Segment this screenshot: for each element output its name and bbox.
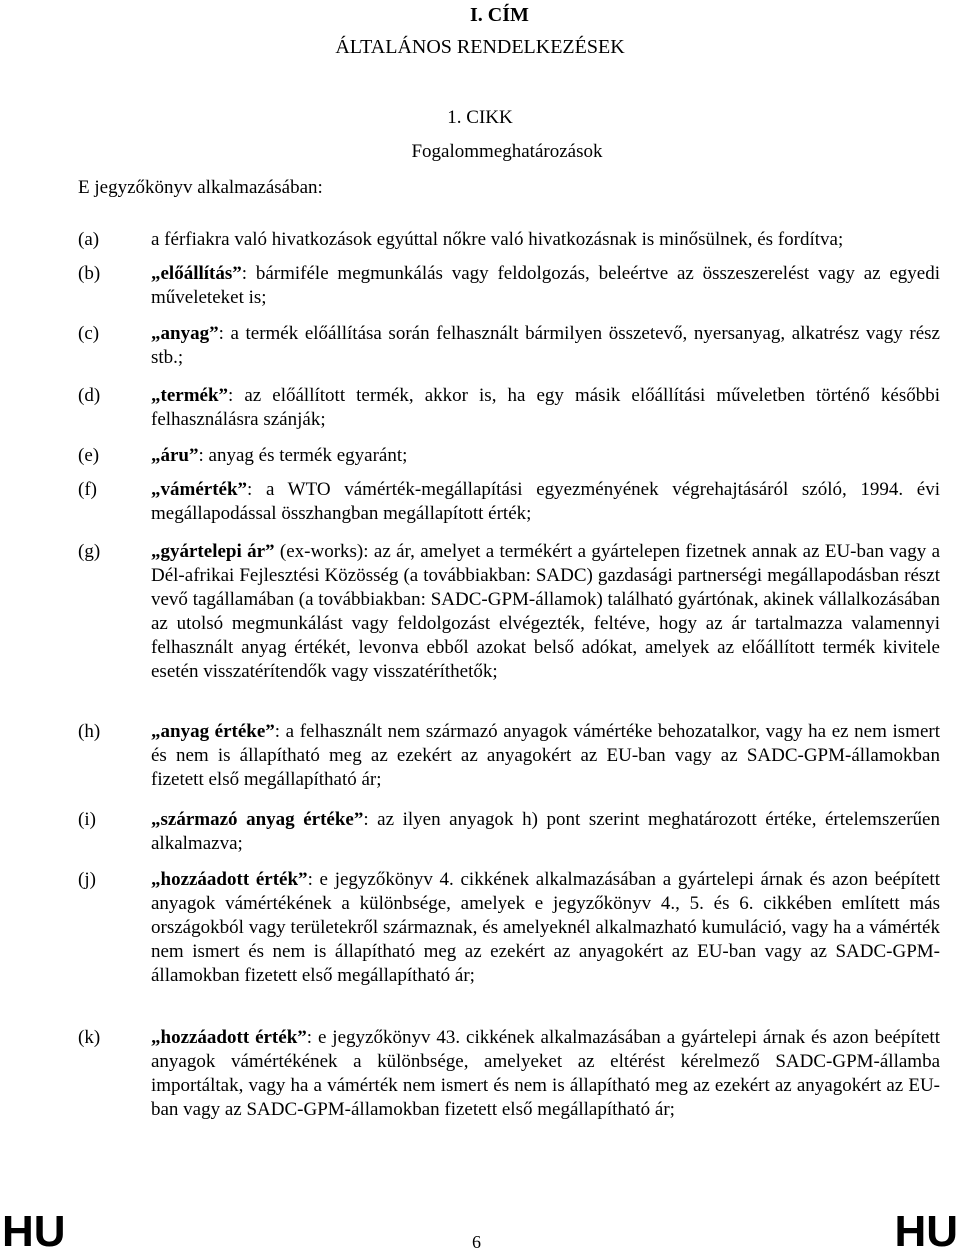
item-label: (d): [78, 385, 101, 406]
item-label: (b): [78, 263, 101, 284]
item-text: „anyag értéke”: a felhasznált nem származó anyagok vámértéke behozatalkor, vagy ha ez nem ismert és nem is állapítható meg az ezekért az anyagokért az EU-ban vagy az SADC-GPM-államokban fizetett első megállapítható ár;: [151, 721, 940, 790]
item-text: „vámérték”: a WTO vámérték-megállapítási egyezményének végrehajtásáról szóló, 1994. évi megállapodással összhangban megállapított érték;: [151, 479, 940, 524]
item-term: „előállítás”: [151, 263, 242, 284]
item-text: „előállítás”: bármiféle megmunkálás vagy feldolgozás, beleértve az összeszerelést vagy az egyedi műveleteket is;: [151, 263, 940, 308]
title-subheading: ÁLTALÁNOS RENDELKEZÉSEK: [335, 36, 625, 58]
item-label: (a): [78, 229, 100, 250]
article-number: 1. CIKK: [447, 107, 513, 128]
item-term: „anyag”: [151, 323, 219, 344]
item-text: „származó anyag értéke”: az ilyen anyagok h) pont szerint meghatározott értéke, értelemszerűen alkalmazva;: [151, 809, 940, 854]
item-text: „anyag”: a termék előállítása során felhasznált bármilyen összetevő, nyersanyag, alkatrész vagy rész stb.;: [151, 323, 940, 368]
page-number: 6: [472, 1232, 481, 1252]
item-term: „gyártelepi ár”: [151, 541, 275, 562]
title-heading: I. CÍM: [470, 4, 529, 26]
item-text: „áru”: anyag és termék egyaránt;: [151, 445, 408, 466]
item-label: (i): [78, 809, 96, 830]
item-text: a férfiakra való hivatkozások egyúttal nőkre való hivatkozásnak is minősülnek, és fordítva;: [151, 229, 844, 250]
item-text: „hozzáadott érték”: e jegyzőkönyv 43. cikkének alkalmazásában a gyártelepi árnak és azon beépített anyagok vámértékének a különbsége, amelyeket az eltérést kérelmező SADC-GPM-államba importáltak, vagy ha a vámérték nem ismert és nem is állapítható meg az ezekért az anyagokért az EU-ban vagy az SADC-GPM-államokban fizetett első megállapítható ár;: [151, 1027, 940, 1120]
language-code-left: HU: [2, 1207, 66, 1256]
item-term: „anyag értéke”: [151, 721, 275, 742]
item-term: „hozzáadott érték”: [151, 869, 308, 890]
article-title: Fogalommeghatározások: [411, 141, 603, 162]
intro-line: E jegyzőkönyv alkalmazásában:: [78, 177, 323, 198]
item-label: (c): [78, 323, 100, 344]
item-text: „termék”: az előállított termék, akkor is, ha egy másik előállítási műveletben történő későbbi felhasználásra szánják;: [151, 385, 940, 430]
item-text: „hozzáadott érték”: e jegyzőkönyv 4. cikkének alkalmazásában a gyártelepi árnak és azon beépített anyagok vámértékének a különbsége, amelyek e jegyzőkönyv 4., 5. és 6. cikkében említett más országokból vagy területekről származnak, és amelyeknél alkalmazható kumuláció, vagy ha a vámérték nem ismert és nem is állapítható meg az ezekért az anyagokért az EU-ban vagy az SADC-GPM-államokban fizetett első megállapítható ár;: [151, 869, 940, 986]
item-term: „termék”: [151, 385, 229, 406]
item-label: (f): [78, 479, 97, 500]
item-label: (h): [78, 721, 101, 742]
item-label: (g): [78, 541, 101, 562]
item-text: „gyártelepi ár” (ex-works): az ár, amelyet a termékért a gyártelepen fizetnek annak az EU-ban vagy a Dél-afrikai Fejlesztési Közösség (a továbbiakban: SADC) gazdasági partnerségi megállapodásban részt vevő tagállamában (a továbbiakban: SADC-GPM-államok) található gyártónak, akinek vállalkozásában az utolsó megmunkálást vagy feldolgozást elvégezték, feltéve, hogy az ár tartalmazza valamennyi felhasznált anyag értékét, levonva ebből azokat belső adókat, amelyek az előállított termék kivitele esetén visszatérítendők vagy visszatéríthetők;: [151, 541, 941, 682]
item-term: „vámérték”: [151, 479, 248, 500]
language-code-right: HU: [894, 1207, 958, 1256]
item-term: „hozzáadott érték”: [151, 1027, 307, 1048]
item-term: „áru”: [151, 445, 199, 466]
item-label: (j): [78, 869, 96, 890]
item-term: „származó anyag értéke”: [151, 809, 364, 830]
item-label: (e): [78, 445, 100, 466]
item-label: (k): [78, 1027, 101, 1048]
